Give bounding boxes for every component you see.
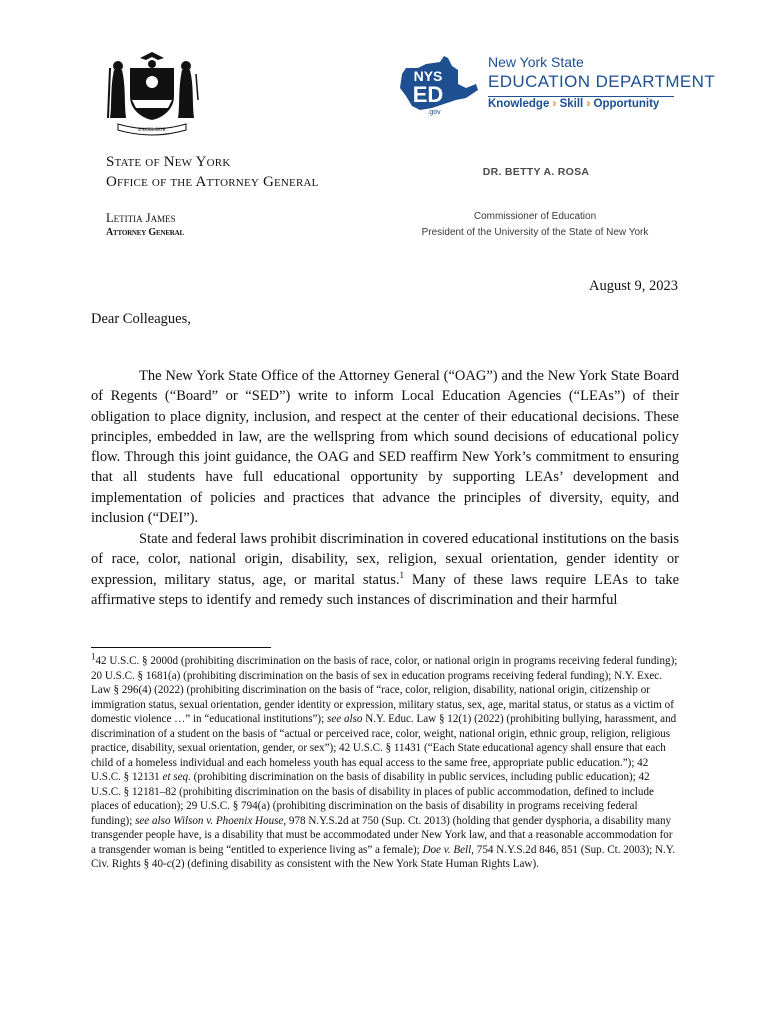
paragraph-2-text-b: Many of these laws require LEAs to take affirmative steps to identify and remedy such instances of discrimination and their harmful (91, 571, 679, 608)
footnote-italic: et seq. (162, 771, 191, 783)
commissioner-name: DR. BETTY A. ROSA (482, 166, 590, 178)
logo-ed-text: ED (412, 82, 444, 107)
footnote-italic: see also (327, 713, 363, 725)
letter-date: August 9, 2023 (588, 278, 678, 294)
footnote-text: , 978 N.Y.S.2d at 750 (Sup. Ct. 2013) (holding that gender dysphoria, a disability many transgender people have, is a disability that must be accommodated under New York law, and that a reasonable accommodation for a transgender woman is being “entitled to experience living as” a female); (91, 814, 673, 856)
logo-gov-text: .gov (427, 109, 441, 116)
footnote-text: , 754 N.Y.S.2d 846, 851 (Sup. Ct. 2003); N.Y. Civ. Rights § 40-c(2) (defining disability as consistent with the New York State Human Rights Law). (91, 843, 676, 870)
commissioner-title: Commissioner of Education (473, 211, 597, 222)
footnote-italic: see also Wilson v. Phoenix House (135, 814, 284, 827)
university-president-title: President of the University of the State of New York (421, 227, 649, 238)
oag-state-heading: State of New York (106, 154, 231, 170)
chevron-right-icon: › (552, 98, 557, 110)
nysed-department-name: EDUCATION DEPARTMENT (488, 72, 716, 91)
tagline-knowledge: Knowledge (488, 98, 550, 110)
salutation: Dear Colleagues, (91, 311, 191, 327)
footnote-number: 1 (91, 651, 96, 662)
oag-office-heading: Office of the Attorney General (106, 174, 319, 190)
nysed-state-name: New York State (488, 54, 584, 70)
tagline-opportunity: Opportunity (593, 98, 660, 110)
attorney-general-name: Letitia James (106, 211, 176, 225)
footnote-italic: Doe v. Bell (422, 843, 472, 856)
footnote-1 (91, 651, 679, 872)
tagline-skill: Skill (559, 98, 584, 110)
logo-nys-text: NYS (413, 68, 443, 84)
footnote-text: N.Y. Educ. Law § 12(1) (2022) (prohibiting bullying, harassment, and discrimination of a student on the basis of “actual or perceived race, color, weight, national origin, ethnic group, religion, religious practice, disability, sexual orientation, gender, or sex”); 42 U.S.C. § 11431 (“Each State educational agency shall ensure that each child of a homeless individual and each homeless youth has equal access to the same free, appropriate public education.”); 42 U.S.C. § 12131 (91, 713, 677, 783)
footnote-text: 42 U.S.C. § 2000d (prohibiting discrimination on the basis of race, color, or national origin in programs receiving federal funding); 20 U.S.C. § 1681(a) (prohibiting discrimination on the basis of sex in education programs receiving federal funding); N.Y. Exec. Law § 296(4) (2022) (prohibiting discrimination on the basis of “race, color, religion, disability, national origin, citizenship or immigration status, sexual orientation, gender identity or expression, military status, sex, age, marital status, or status as a victim of domestic violence …” in “educational institutions”); (91, 655, 678, 725)
nysed-divider (488, 96, 674, 97)
paragraph-1: The New York State Office of the Attorney General (“OAG”) and the New York State Board of Regents (“Board” or “SED”) write to inform Local Education Agencies (“LEAs”) of their obligation to place dignity, inclusion, and respect at the center of their educational decisions. These principles, embedded in law, are the wellspring from which sound decisions of educational policy flow. Through this joint guidance, the OAG and SED reaffirm New York’s commitment to ensuring that all students have full educational opportunity by supporting LEAs’ development and implementation of policies and practices that advance the principles of diversity, equity, and inclusion (“DEI”). (91, 368, 679, 527)
footnote-divider (91, 647, 271, 648)
footnote-ref-1[interactable]: 1 (399, 569, 405, 580)
attorney-general-title: Attorney General (106, 227, 184, 238)
footnote-text: (prohibiting discrimination on the basis of disability in public services, including public education); 42 U.S.C. § 12181–82 (prohibiting discrimination on the basis of disability in places of public accommodation, defined to include places of education); 29 U.S.C. § 794(a) (prohibiting discrimination on the basis of disability in programs receiving federal funding); (91, 771, 654, 827)
paragraph-2 (91, 529, 679, 610)
nysed-tagline (488, 98, 659, 110)
chevron-right-icon: › (586, 98, 591, 110)
seal-motto: EXCELSIOR (138, 128, 166, 133)
paragraph-2-text-a: State and federal laws prohibit discrimination in covered educational institutions on the basis of race, color, national origin, disability, sex, religion, sexual orientation, gender identity or expression, military status, age, or marital status. (91, 531, 679, 588)
nysed-logo-icon (396, 54, 480, 124)
state-seal-icon (100, 48, 204, 138)
